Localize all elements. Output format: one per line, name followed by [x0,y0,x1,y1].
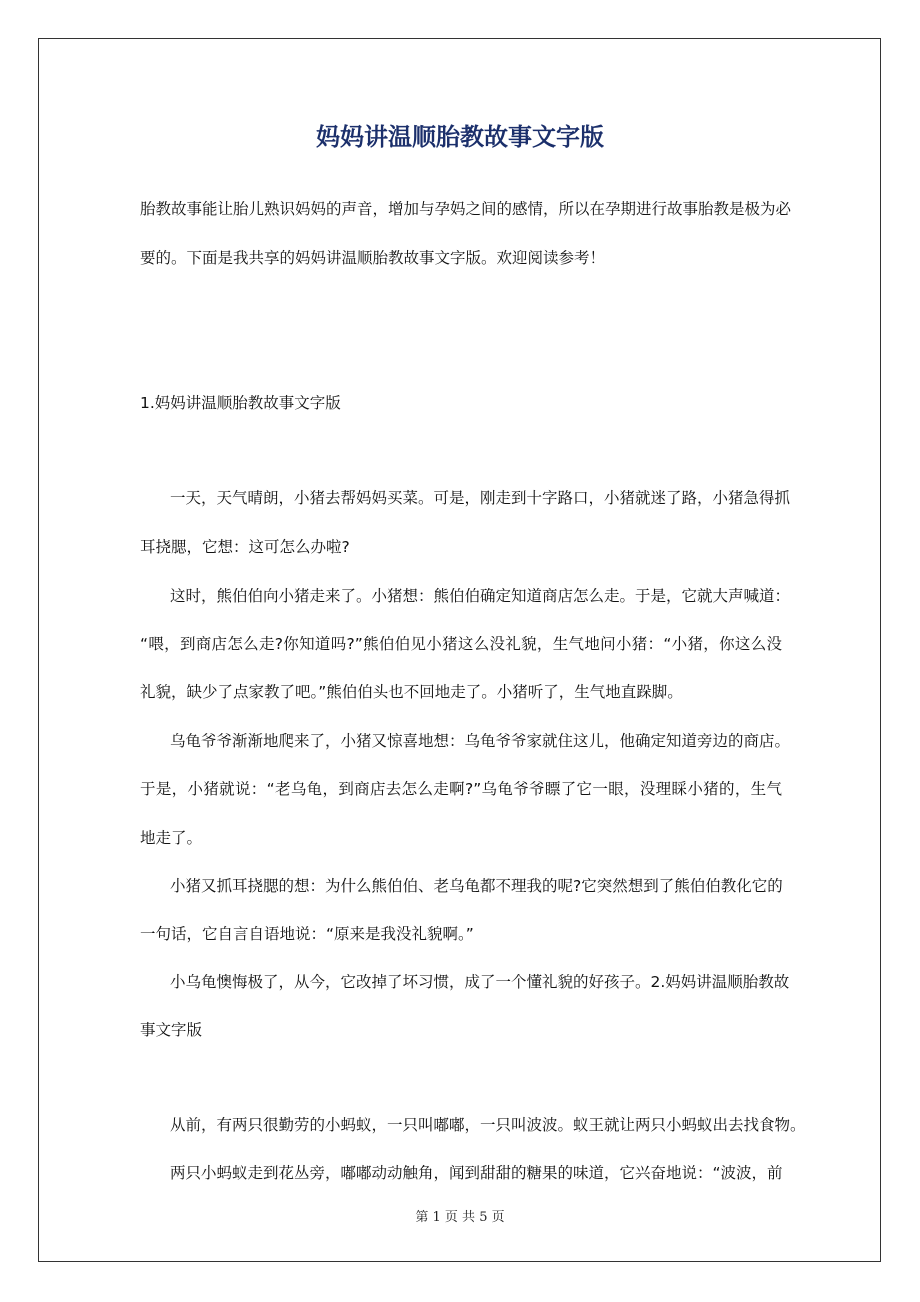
text-line: 耳挠腮，它想：这可怎么办啦? [140,538,350,556]
text-line: 小猪又抓耳挠腮的想：为什么熊伯伯、老乌龟都不理我的呢?它突然想到了熊伯伯教化它的 [170,877,783,895]
text-line: 小乌龟懊悔极了，从今，它改掉了坏习惯，成了一个懂礼貌的好孩子。2.妈妈讲温顺胎教故 [170,973,790,991]
document-title: 妈妈讲温顺胎教故事文字版 [316,123,604,151]
text-line: 要的。下面是我共享的妈妈讲温顺胎教故事文字版。欢迎阅读参考！ [140,249,606,267]
text-line: 事文字版 [140,1021,203,1039]
text-line: 地走了。 [140,829,203,847]
text-line: 于是，小猪就说：“老乌龟，到商店去怎么走啊?”乌龟爷爷瞟了它一眼，没理睬小猪的，生气 [140,780,782,798]
text-line: 两只小蚂蚁走到花丛旁，嘟嘟动动触角，闻到甜甜的糖果的味道，它兴奋地说：“波波，前 [170,1164,783,1182]
text-line: “喂，到商店怎么走?你知道吗?”熊伯伯见小猪这么没礼貌，生气地问小猪：“小猪，你这么没 [140,635,782,653]
text-line: 一句话，它自言自语地说：“原来是我没礼貌啊。” [140,925,474,943]
page-number-footer: 第 1 页 共 5 页 [415,1210,505,1225]
text-line: 胎教故事能让胎儿熟识妈妈的声音，增加与孕妈之间的感情，所以在孕期进行故事胎教是极为必 [140,200,792,218]
text-line: 这时，熊伯伯向小猪走来了。小猪想：熊伯伯确定知道商店怎么走。于是，它就大声喊道： [170,587,791,605]
text-line: 从前，有两只很勤劳的小蚂蚁，一只叫嘟嘟，一只叫波波。蚁王就让两只小蚂蚁出去找食物。 [170,1116,806,1134]
text-line: 1.妈妈讲温顺胎教故事文字版 [140,394,341,412]
text-line: 礼貌，缺少了点家教了吧。”熊伯伯头也不回地走了。小猪听了，生气地直跺脚。 [140,683,683,701]
text-line: 一天，天气晴朗，小猪去帮妈妈买菜。可是，刚走到十字路口，小猪就迷了路，小猪急得抓 [170,489,791,507]
text-line: 乌龟爷爷渐渐地爬来了，小猪又惊喜地想：乌龟爷爷家就住这儿，他确定知道旁边的商店。 [170,732,791,750]
